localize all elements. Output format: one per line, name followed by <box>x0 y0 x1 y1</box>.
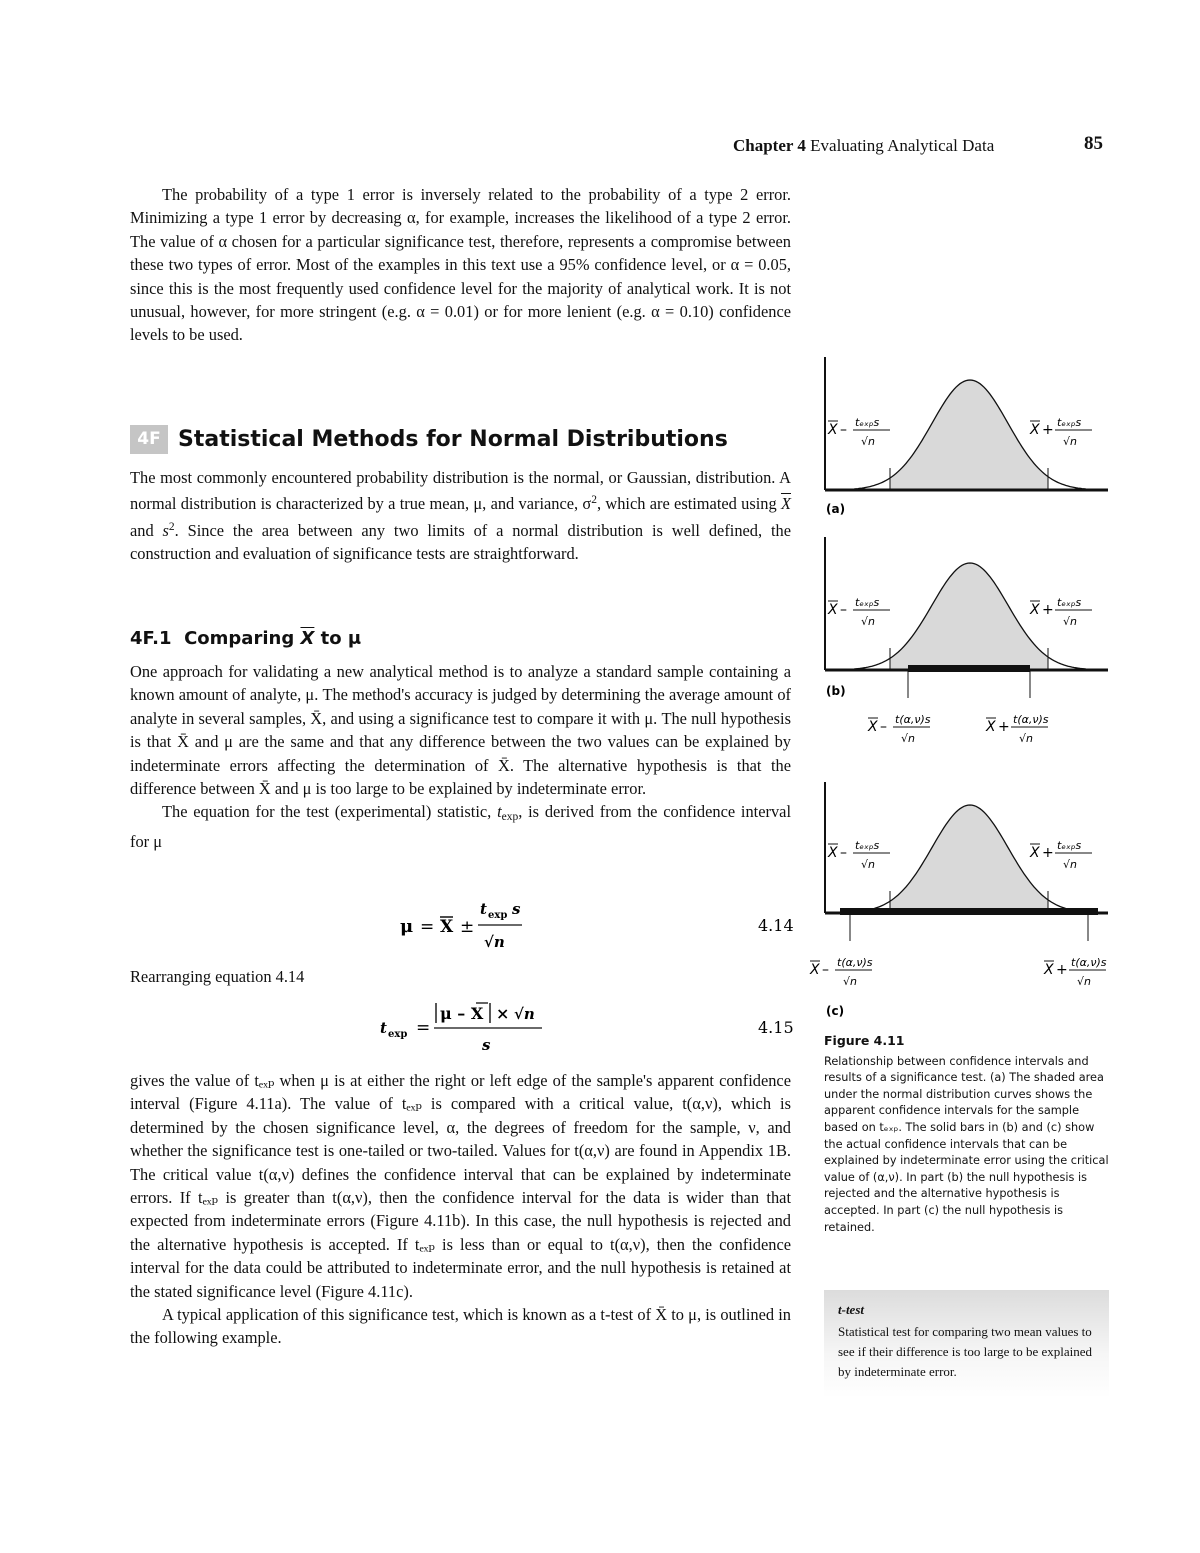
t-symbol: t <box>497 802 502 822</box>
tcrit-right-xbar: X <box>1044 962 1054 978</box>
eq-exp: exp <box>488 910 508 921</box>
confidence-bar <box>908 665 1030 672</box>
intro-text-b: , for example, increases the likelihood of a type 2 error. The value of <box>130 208 791 251</box>
section-text-c: and <box>130 520 163 540</box>
equation-4-14 <box>380 895 800 957</box>
tcrit-right-xbar: X <box>986 719 996 735</box>
after-eq-paragraph-2: A typical application of this significance test, which is known as a t-test of X̄ to μ, is outlined in the following example. <box>130 1305 791 1348</box>
subsection-body <box>130 660 791 853</box>
texp-right-sign: + <box>1042 602 1054 618</box>
running-header <box>733 133 1113 162</box>
section-paragraph <box>130 466 791 566</box>
figure-caption <box>824 1033 1109 1236</box>
texp-right-denominator: √n <box>1063 858 1077 871</box>
subsection-heading <box>130 628 361 649</box>
exp-subscript: exp <box>501 811 519 824</box>
texp-left-numerator: tₑₓₚs <box>855 596 880 609</box>
section-text-a: The most commonly encountered probability distribution is the normal, or Gaussian, distribution. A normal distribution is characterized by a true mean, μ, and variance, σ <box>130 468 791 514</box>
eq-xbar: X <box>440 917 454 937</box>
confidence-bar <box>840 908 1098 915</box>
xbar-symbol: $\overline{X}$ <box>780 494 791 514</box>
texp-left-sign: – <box>840 845 847 861</box>
texp-left-numerator: tₑₓₚs <box>855 839 880 852</box>
tcrit-left-denominator: √n <box>901 732 915 745</box>
xbar-symbol: $\overline{X}$ <box>300 628 315 649</box>
eq-times: × <box>496 1004 510 1023</box>
alpha-symbol: α <box>218 231 228 251</box>
texp-right-xbar: X <box>1030 602 1040 618</box>
panel-label: (b) <box>826 684 846 698</box>
texp-left-sign: – <box>840 602 847 618</box>
figure-panel-c <box>810 780 1110 1020</box>
eq-t: t <box>380 1019 387 1037</box>
margin-note <box>824 1290 1109 1398</box>
eq-exp: exp <box>388 1029 408 1040</box>
tcrit-left-numerator: t(α,ν)s <box>895 713 931 726</box>
eq-s: s <box>482 1036 491 1054</box>
texp-left-denominator: √n <box>861 435 875 448</box>
p2-text-b: , is derived from the confidence interval for μ <box>130 802 791 851</box>
eq-mu: μ <box>400 916 414 937</box>
texp-right-xbar: X <box>1030 845 1040 861</box>
texp-left-denominator: √n <box>861 858 875 871</box>
tcrit-right-numerator: t(α,ν)s <box>1013 713 1049 726</box>
shaded-area <box>890 380 1048 490</box>
tcrit-left-xbar: X <box>868 719 878 735</box>
panel-label: (c) <box>826 1004 845 1018</box>
figure-title: Figure 4.11 <box>824 1033 905 1048</box>
texp-right-xbar: X <box>1030 422 1040 438</box>
panel-label: (a) <box>826 502 846 516</box>
eq-t: t <box>480 900 487 918</box>
section-heading <box>130 425 790 457</box>
p2-text-a: The equation for the test (experimental) statistic, <box>162 802 498 822</box>
eq-mu-minus-x: μ – X <box>440 1004 484 1023</box>
eq-equals: = <box>420 917 435 937</box>
tcrit-right-numerator: t(α,ν)s <box>1071 956 1107 969</box>
figure-panel-a <box>820 355 1110 520</box>
tcrit-left-sign: – <box>880 719 887 735</box>
shaded-area <box>890 805 1048 913</box>
tcrit-left-sign: – <box>822 962 829 978</box>
superscript: 2 <box>591 494 597 507</box>
eq-label-4-15: 4.15 <box>758 1018 794 1037</box>
texp-right-sign: + <box>1042 845 1054 861</box>
figure-panel-b <box>820 535 1110 760</box>
tcrit-right-denominator: √n <box>1077 975 1091 988</box>
texp-right-denominator: √n <box>1063 615 1077 628</box>
equation-4-15 <box>380 995 800 1057</box>
section-text-d: . Since the area between any two limits of a normal distribution is well defined, the construction and evaluation of significance tests are straightforward. <box>130 520 791 564</box>
figure-caption-text: Relationship between confidence intervals and results of a significance test. (a) The shaded area under the normal distribution curves shows the apparent confidence intervals for the sample based on tₑₓₚ. The solid bars in (b) and (c) show the actual confidence intervals that can be explained by indeterminate error using the critical value of (α,ν). In part (b) the null hypothesis is rejected and the alternative hypothesis is accepted. In part (c) the null hypothesis is retained. <box>824 1054 1109 1234</box>
superscript: 2 <box>168 520 175 533</box>
s-symbol: s <box>162 520 169 540</box>
texp-left-xbar: X <box>828 845 838 861</box>
subsection-paragraph-1: One approach for validating a new analytical method is to analyze a standard sample containing a known amount of analyte, μ. The method's accuracy is judged by determining the average amount of analyte in several samples, X̄, and using a significance test to compare it with μ. The null hypothesis is that X̄ and μ are the same and that any difference between the two values can be explained by indeterminate errors affecting the determination of X̄. The alternative hypothesis is that the difference between X̄ and μ is too large to be explained by indeterminate error. <box>130 662 791 799</box>
section-number-badge: 4F <box>130 425 168 454</box>
tcrit-right-sign: + <box>998 719 1010 735</box>
texp-right-denominator: √n <box>1063 435 1077 448</box>
tcrit-left-numerator: t(α,ν)s <box>837 956 873 969</box>
eq-label-4-14: 4.14 <box>758 916 794 935</box>
subsection-paragraph-2 <box>130 800 791 853</box>
subsection-number: 4F.1 <box>130 628 172 649</box>
texp-left-numerator: tₑₓₚs <box>855 416 880 429</box>
shaded-area <box>890 563 1048 670</box>
margin-note-term: t-test <box>838 1302 864 1317</box>
texp-right-sign: + <box>1042 422 1054 438</box>
texp-right-numerator: tₑₓₚs <box>1057 416 1082 429</box>
margin-note-definition: Statistical test for comparing two mean values to see if their difference is too large to be explained by indeterminate error. <box>838 1324 1093 1379</box>
alpha-symbol: α <box>406 208 416 228</box>
page-number: 85 <box>1084 133 1103 154</box>
after-equation-text <box>130 1069 791 1350</box>
texp-left-denominator: √n <box>861 615 875 628</box>
chapter-title: Evaluating Analytical Data <box>810 136 995 155</box>
section-text-b: , which are estimated using <box>597 494 781 514</box>
eq-s: s <box>512 900 521 918</box>
eq-sqrt-n: √n <box>484 933 505 951</box>
intro-text-c: chosen for a particular significance test, therefore, represents a compromise between these two types of error. Most of the examples in this text use a 95% confidence level, or α = 0.05, since this is the most frequently used confidence level for the majority of analytical work. It is not unusual, however, for more stringent (e.g. α = 0.01) or for more lenient (e.g. α = 0.10) confidence levels to be used. <box>130 231 791 345</box>
section-title: Statistical Methods for Normal Distributions <box>178 427 728 452</box>
eq-pm: ± <box>460 917 475 937</box>
rearranging-text: Rearranging equation 4.14 <box>130 967 305 986</box>
subsection-title-b: to μ <box>314 628 362 649</box>
tcrit-right-denominator: √n <box>1019 732 1033 745</box>
after-eq-paragraph-1: gives the value of tₑₓₚ when μ is at either the right or left edge of the sample's apparent confidence interval (Figure 4.11a). The value of tₑₓₚ is compared with a critical value, t(α,ν), which is determined by the chosen significance level, α, the degrees of freedom for the sample, ν, and whether the significance test is one-tailed or two-tailed. Values for t(α,ν) are found in Appendix 1B. The critical value t(α,ν) defines the confidence interval that can be explained by indeterminate errors. If tₑₓₚ is greater than t(α,ν), then the confidence interval for the data is wider than that expected from indeterminate errors (Figure 4.11b). In this case, the null hypothesis is rejected and the alternative hypothesis is accepted. If tₑₓₚ is less than or equal to t(α,ν), then the confidence interval for the data could be attributed to indeterminate error, and the null hypothesis is retained at the stated significance level (Figure 4.11c). <box>130 1071 791 1301</box>
chapter-label: Chapter 4 <box>733 136 806 155</box>
eq-sqrt-n: √n <box>514 1005 535 1023</box>
eq-equals: = <box>416 1018 431 1038</box>
texp-right-numerator: tₑₓₚs <box>1057 839 1082 852</box>
texp-left-xbar: X <box>828 422 838 438</box>
subsection-title-a: Comparing <box>184 628 301 649</box>
texp-right-numerator: tₑₓₚs <box>1057 596 1082 609</box>
tcrit-right-sign: + <box>1056 962 1068 978</box>
intro-paragraph <box>130 183 791 347</box>
tcrit-left-xbar: X <box>810 962 820 978</box>
tcrit-left-denominator: √n <box>843 975 857 988</box>
intro-text-a: The probability of a type 1 error is inversely related to the probability of a type 2 error. Minimizing a type 1 error by decreasing <box>130 185 791 228</box>
texp-left-xbar: X <box>828 602 838 618</box>
texp-left-sign: – <box>840 422 847 438</box>
